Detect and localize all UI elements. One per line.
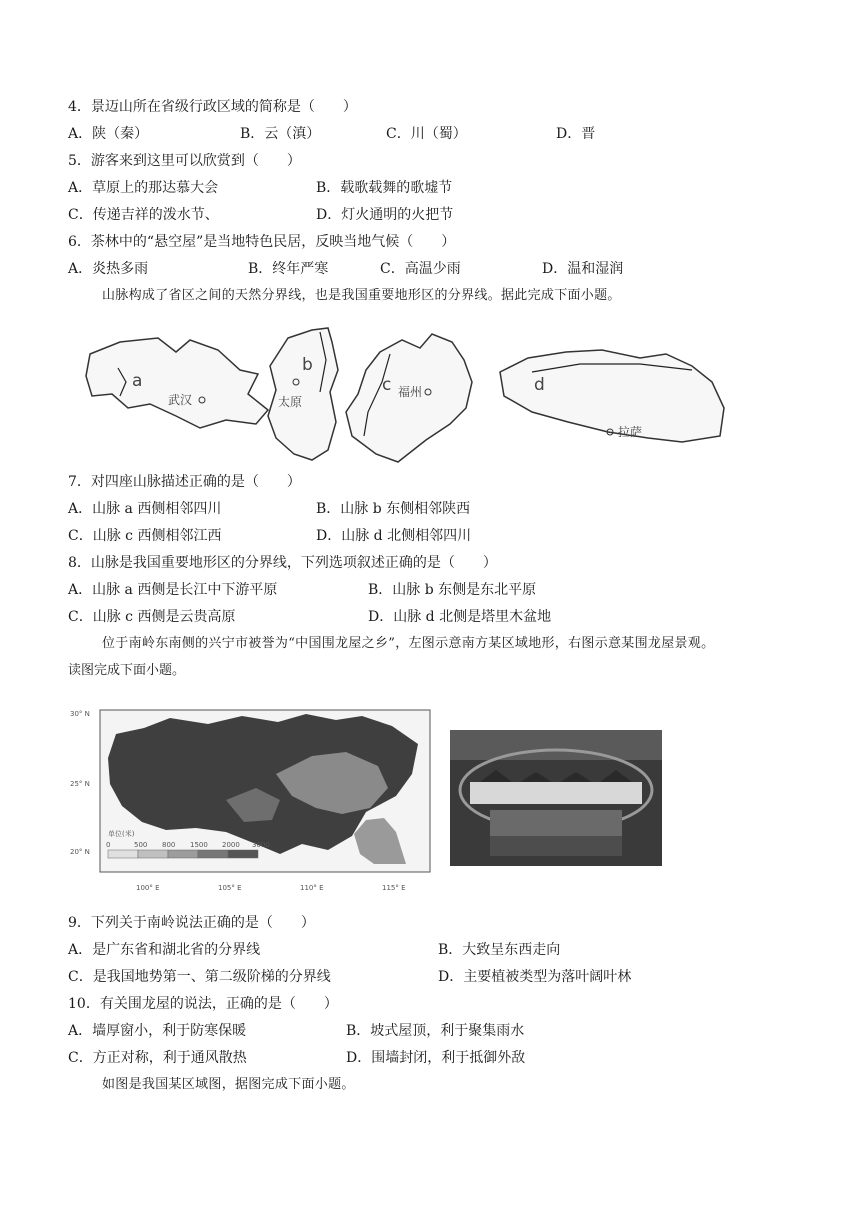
q8-option-a: A．山脉 a 西侧是长江中下游平原 [68, 582, 278, 598]
lat-label-25: 25° N [70, 780, 90, 788]
q9-option-c: C．是我国地势第一、第二级阶梯的分界线 [68, 969, 331, 985]
q5-option-c: C．传递吉祥的泼水节、 [68, 207, 219, 223]
weilongwu-photo [450, 730, 662, 866]
q7-option-a: A．山脉 a 西侧相邻四川 [68, 501, 222, 517]
svg-text:800: 800 [162, 841, 176, 849]
section-intro-weilongwu-line2: 读图完成下面小题。 [68, 663, 186, 678]
q5-option-a: A．草原上的那达慕大会 [68, 180, 219, 196]
mountain-label-b: b [302, 355, 313, 375]
city-label-taiyuan: 太原 [278, 395, 303, 409]
q8-option-c: C．山脉 c 西侧是云贵高原 [68, 609, 236, 625]
city-label-lasa: 拉萨 [618, 425, 643, 439]
q8-option-d: D．山脉 d 北侧是塔里木盆地 [368, 609, 552, 625]
q4-option-a: A．陕（秦） [68, 126, 149, 142]
q8-stem: 8．山脉是我国重要地形区的分界线，下列选项叙述正确的是（ ） [68, 555, 497, 571]
q6-option-c: C．高温少雨 [380, 261, 461, 277]
lat-label-30: 30° N [70, 710, 90, 718]
q5-stem: 5．游客来到这里可以欣赏到（ ） [68, 153, 301, 169]
section-intro-region-map: 如图是我国某区域图，据图完成下面小题。 [102, 1077, 355, 1092]
lon-label-105: 105° E [218, 884, 242, 892]
q7-option-b: B．山脉 b 东侧相邻陕西 [316, 501, 471, 517]
q10-option-a: A．墙厚窗小，利于防寒保暖 [68, 1023, 247, 1039]
shanxi-outline [268, 328, 338, 460]
q4-stem: 4．景迈山所在省级行政区域的简称是（ ） [68, 99, 357, 115]
lat-label-20: 20° N [70, 848, 90, 856]
q9-option-d: D．主要植被类型为落叶阔叶林 [438, 969, 632, 985]
q9-option-b: B．大致呈东西走向 [438, 942, 561, 958]
city-label-wuhan: 武汉 [168, 393, 193, 407]
mountain-label-d: d [534, 375, 545, 395]
q6-option-b: B．终年严寒 [248, 261, 329, 277]
svg-text:0: 0 [106, 841, 111, 849]
legend-title: 单位(米) [108, 830, 135, 838]
svg-text:500: 500 [134, 841, 148, 849]
q4-option-c: C．川（蜀） [386, 126, 467, 142]
q8-option-b: B．山脉 b 东侧是东北平原 [368, 582, 537, 598]
terrain-map-figure [66, 704, 436, 896]
lon-label-115: 115° E [382, 884, 406, 892]
section-intro-mountains: 山脉构成了省区之间的天然分界线，也是我国重要地形区的分界线。据此完成下面小题。 [102, 288, 621, 303]
mountain-label-c: c [382, 375, 392, 395]
q4-option-b: B．云（滇） [240, 126, 321, 142]
lon-label-100: 100° E [136, 884, 160, 892]
q5-option-b: B．载歌载舞的歌墟节 [316, 180, 453, 196]
svg-text:3000: 3000 [252, 841, 270, 849]
mountain-label-a: a [132, 371, 143, 391]
q10-stem: 10．有关围龙屋的说法，正确的是（ ） [68, 996, 338, 1012]
q9-option-a: A．是广东省和湖北省的分界线 [68, 942, 261, 958]
q6-option-a: A．炎热多雨 [68, 261, 149, 277]
q6-option-d: D．温和湿润 [542, 261, 624, 277]
hubei-outline [86, 338, 268, 428]
svg-text:1500: 1500 [190, 841, 208, 849]
q9-stem: 9．下列关于南岭说法正确的是（ ） [68, 915, 315, 931]
city-label-fuzhou: 福州 [398, 385, 423, 399]
q10-option-b: B．坡式屋顶，利于聚集雨水 [346, 1023, 525, 1039]
section-intro-weilongwu-line1: 位于南岭东南侧的兴宁市被誉为“中国围龙屋之乡”，左图示意南方某区域地形，右图示意某围龙屋景观。 [102, 636, 715, 651]
q7-option-c: C．山脉 c 西侧相邻江西 [68, 528, 222, 544]
q4-option-d: D．晋 [556, 126, 596, 142]
q7-option-d: D．山脉 d 北侧相邻四川 [316, 528, 472, 544]
q10-option-d: D．围墙封闭，利于抵御外敌 [346, 1050, 526, 1066]
svg-text:2000: 2000 [222, 841, 240, 849]
q10-option-c: C．方正对称，利于通风散热 [68, 1050, 247, 1066]
q6-stem: 6．茶林中的“悬空屋”是当地特色民居，反映当地气候（ ） [68, 234, 456, 250]
lon-label-110: 110° E [300, 884, 324, 892]
q7-stem: 7．对四座山脉描述正确的是（ ） [68, 474, 301, 490]
q5-option-d: D．灯火通明的火把节 [316, 207, 454, 223]
province-maps-figure [80, 312, 740, 472]
